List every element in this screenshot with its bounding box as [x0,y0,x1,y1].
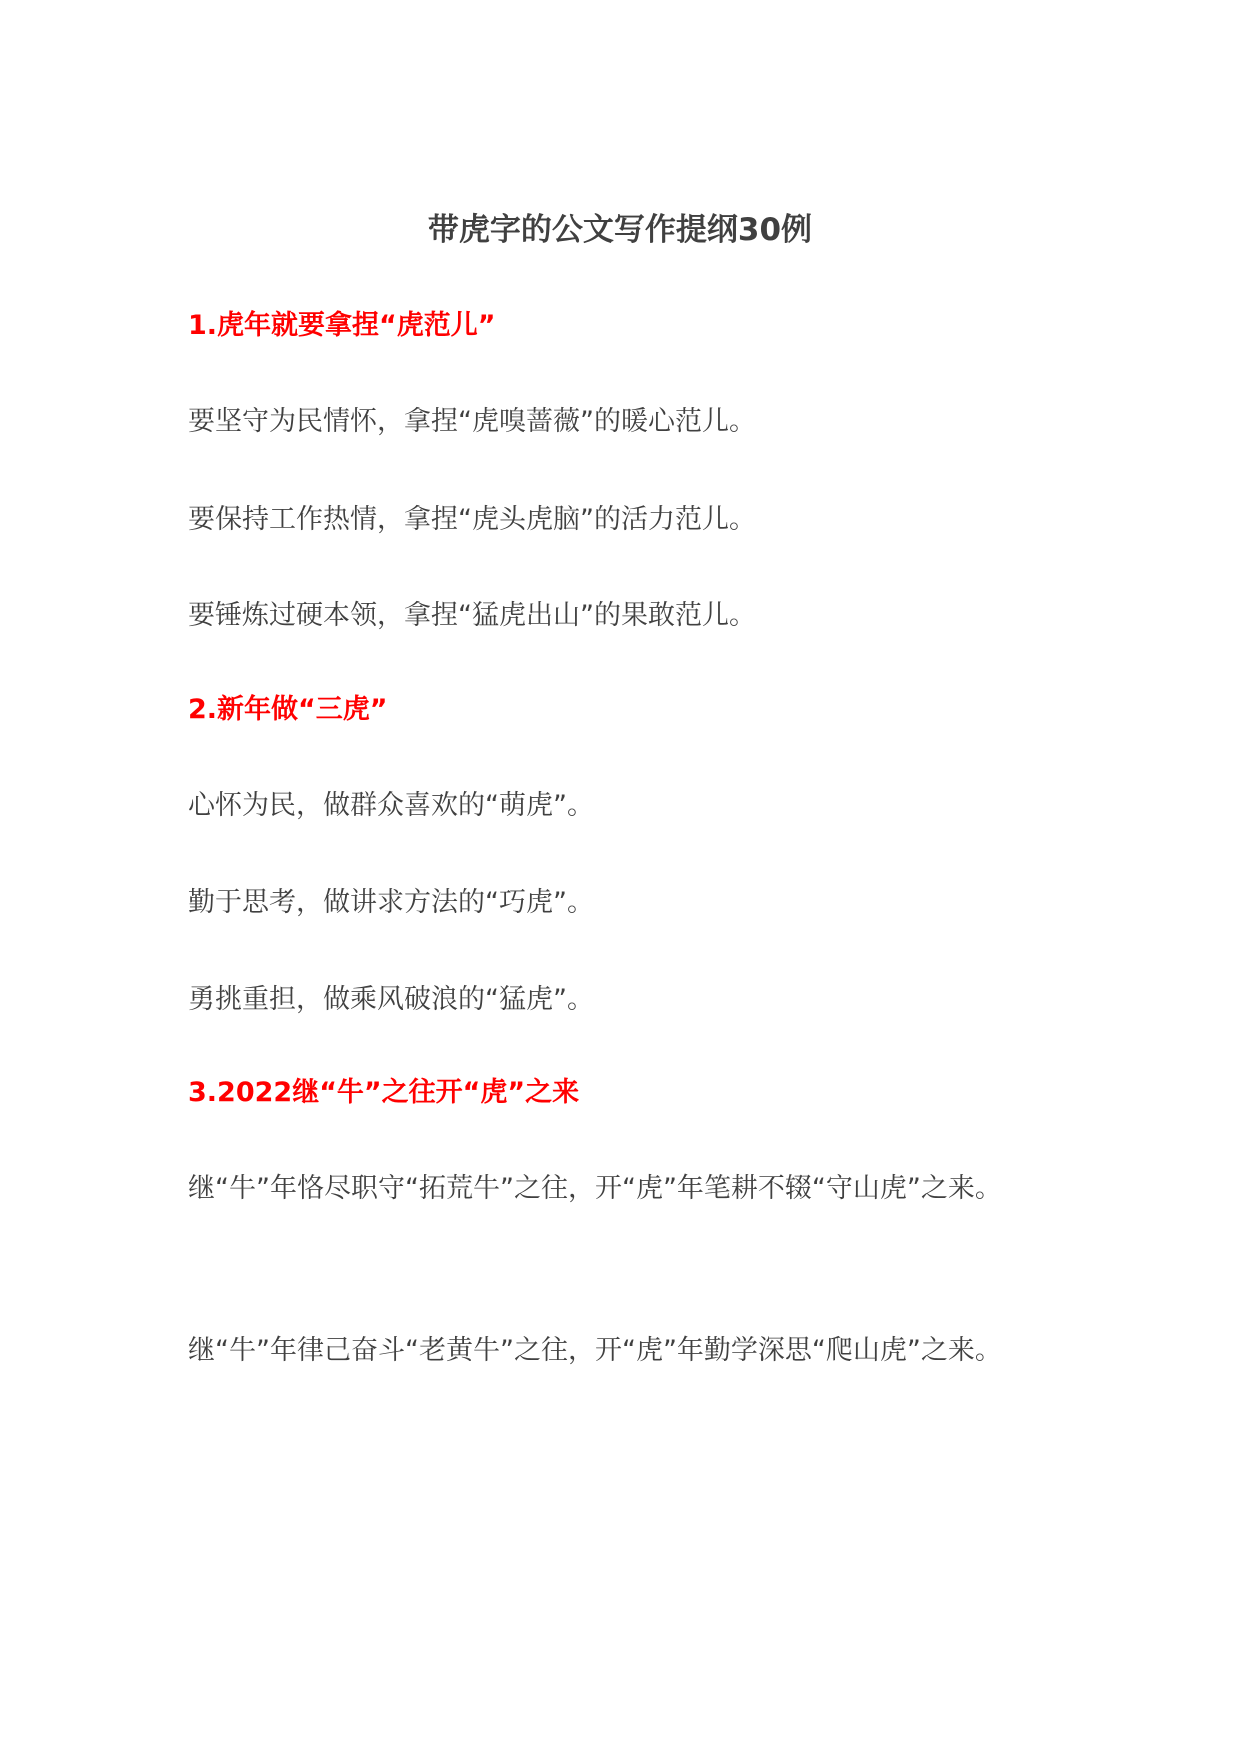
section-1-heading: 1.虎年就要拿捏“虎范儿” [188,310,496,341]
section-3-paragraph-2: 继“牛”年律己奋斗“老黄牛”之往，开“虎”年勤学深思“爬山虎”之来。 [188,1335,1002,1366]
section-3-heading: 3.2022继“牛”之往开“虎”之来 [188,1077,580,1108]
section-3-paragraph-1: 继“牛”年恪尽职守“拓荒牛”之往，开“虎”年笔耕不辍“守山虎”之来。 [188,1173,1002,1204]
section-2-paragraph-1: 心怀为民，做群众喜欢的“萌虎”。 [188,790,594,821]
section-1-paragraph-2: 要保持工作热情，拿捏“虎头虎脑”的活力范儿。 [188,504,756,535]
section-2-paragraph-2: 勤于思考，做讲求方法的“巧虎”。 [188,887,594,918]
section-2-paragraph-3: 勇挑重担，做乘风破浪的“猛虎”。 [188,984,594,1015]
section-1-paragraph-3: 要锤炼过硬本领，拿捏“猛虎出山”的果敢范儿。 [188,600,756,631]
section-1-paragraph-1: 要坚守为民情怀，拿捏“虎嗅蔷薇”的暖心范儿。 [188,406,756,437]
section-2-heading: 2.新年做“三虎” [188,694,388,725]
document-title: 带虎字的公文写作提纲30例 [427,212,813,248]
